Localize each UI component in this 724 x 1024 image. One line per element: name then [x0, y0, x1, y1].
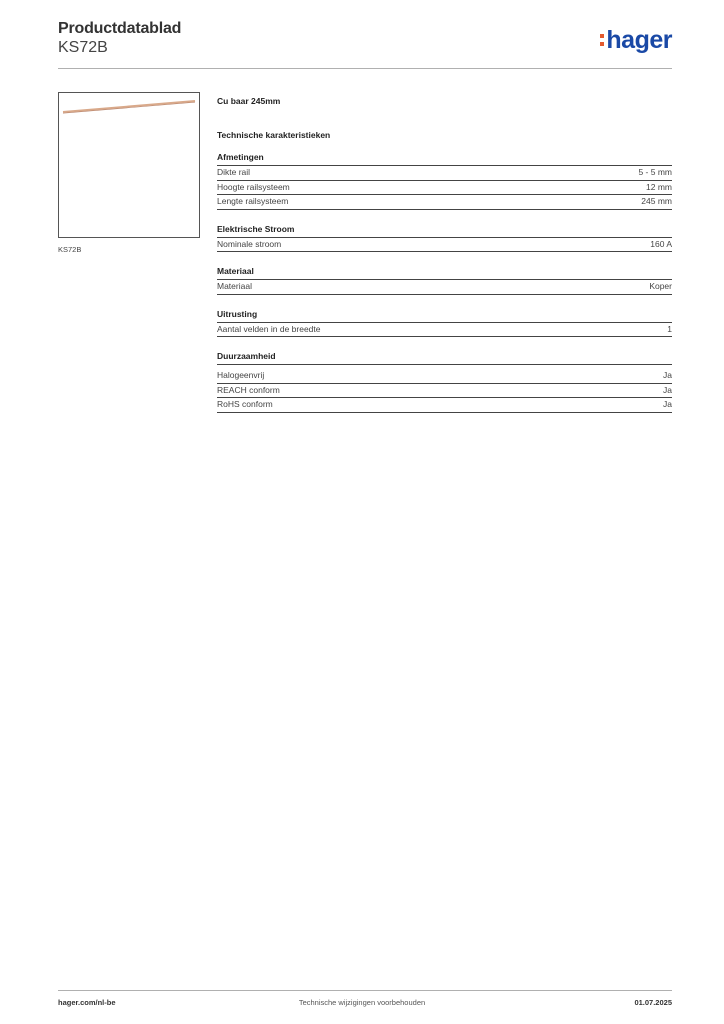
spec-row [217, 280, 672, 295]
spec-groups [217, 152, 672, 413]
copper-bar-edge [63, 102, 195, 113]
spec-row [217, 166, 672, 181]
copper-bar-shape [63, 101, 195, 112]
spec-row [217, 238, 672, 253]
hager-logo [600, 26, 672, 55]
spec-value: Koper [649, 281, 672, 291]
spec-label: RoHS conform [217, 399, 273, 409]
spec-label: Aantal velden in de breedte [217, 323, 321, 334]
spec-label: Nominale stroom [217, 238, 282, 249]
spec-label: Dikte rail [217, 167, 251, 177]
spec-value: Ja [663, 384, 672, 395]
spec-value: 160 A [650, 238, 672, 249]
spec-row [217, 369, 672, 384]
footer-date: 01.07.2025 [634, 998, 672, 1007]
spec-group-title: Duurzaamheid [217, 351, 672, 365]
footer-notice: Technische wijzigingen voorbehouden [298, 998, 426, 1007]
spec-content [217, 96, 672, 413]
document-title: Productdatablad [58, 20, 182, 37]
product-image [58, 92, 200, 238]
spec-row [217, 195, 672, 210]
logo-text: hager [606, 26, 672, 54]
spec-label: Hoogte railsysteem [217, 181, 290, 192]
spec-group [217, 309, 672, 338]
spec-group [217, 224, 672, 253]
spec-value: 5 - 5 mm [638, 167, 672, 177]
spec-group [217, 351, 672, 413]
product-code: KS72B [58, 39, 108, 56]
logo-dots-icon [600, 33, 604, 47]
spec-group-title: Materiaal [217, 266, 672, 280]
spec-value: 12 mm [646, 181, 672, 192]
spec-row [217, 181, 672, 196]
spec-value: 1 [667, 323, 672, 334]
spec-group [217, 266, 672, 295]
spec-label: REACH conform [217, 384, 280, 395]
image-caption: KS72B [58, 245, 82, 254]
spec-row [217, 323, 672, 338]
spec-value: 245 mm [641, 196, 672, 206]
spec-label: Materiaal [217, 281, 252, 291]
header-divider [58, 68, 672, 69]
copper-bar-illustration [59, 93, 201, 239]
spec-row [217, 384, 672, 399]
spec-label: Lengte railsysteem [217, 196, 289, 206]
spec-group [217, 152, 672, 210]
spec-value: Ja [663, 399, 672, 409]
spec-value: Ja [663, 370, 672, 380]
spec-row [217, 398, 672, 413]
footer-website: hager.com/nl-be [58, 998, 116, 1007]
product-name: Cu baar 245mm [217, 96, 281, 106]
spec-group-title: Afmetingen [217, 152, 672, 166]
spec-group-title: Elektrische Stroom [217, 224, 672, 238]
section-title: Technische karakteristieken [217, 130, 331, 140]
page-header [58, 20, 672, 68]
spec-label: Halogeenvrij [217, 370, 265, 380]
footer-divider [58, 990, 672, 991]
spec-group-title: Uitrusting [217, 309, 672, 323]
